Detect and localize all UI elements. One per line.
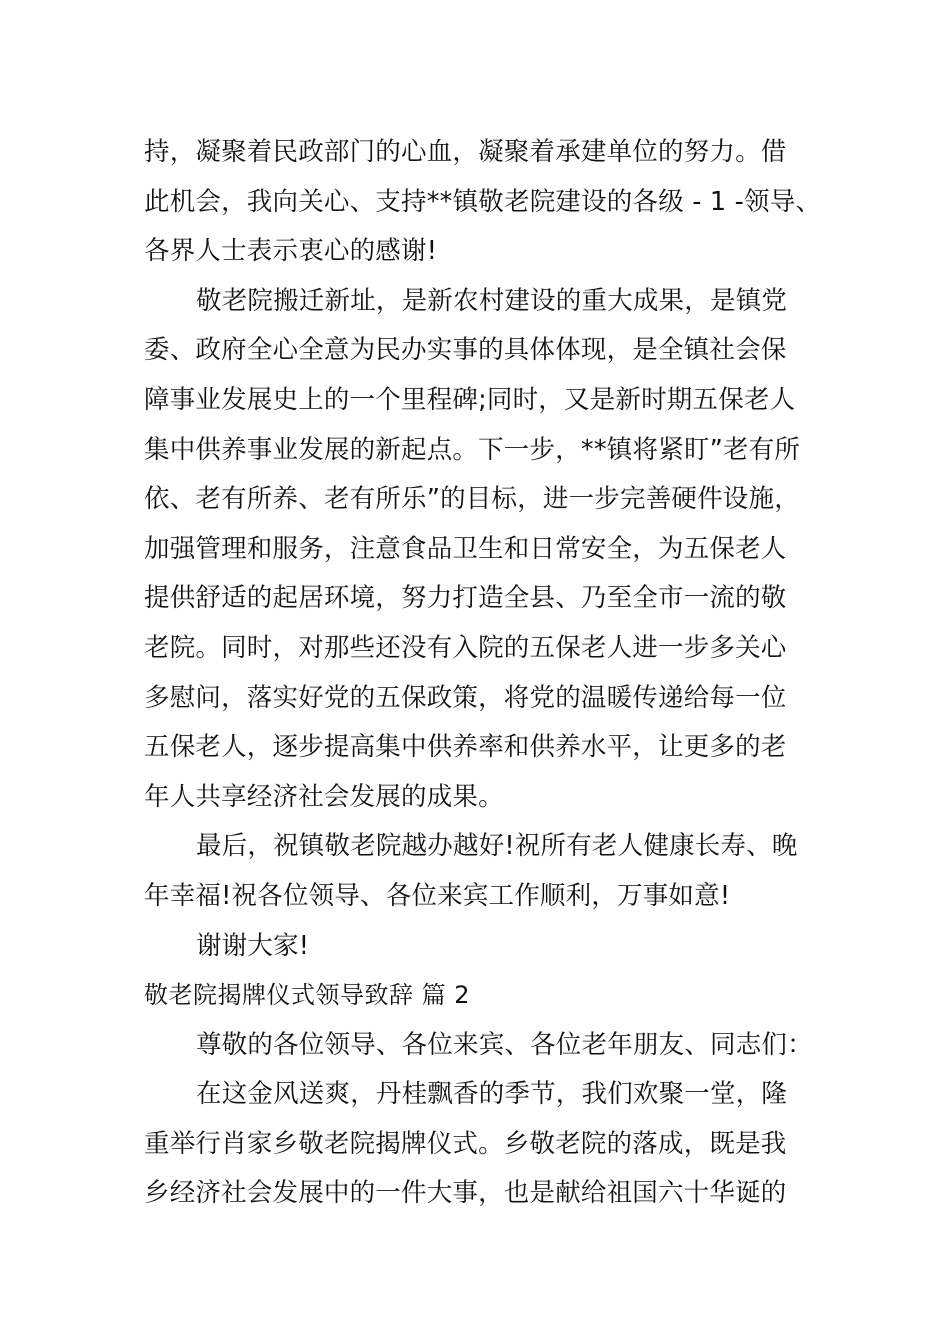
paragraph-start-line: 在这金风送爽，丹桂飘香的季节，我们欢聚一堂，隆 (196, 1079, 788, 1110)
paragraph-start-line: 敬老院搬迁新址，是新农村建设的重大成果，是镇党 (196, 285, 788, 316)
text-line: 多慰问，落实好党的五保政策，将党的温暖传递给每一位 (144, 682, 787, 713)
text-line: 年幸福!祝各位领导、各位来宾工作顺利，万事如意! (144, 880, 731, 911)
paragraph-start-line: 最后，祝镇敬老院越办越好!祝所有老人健康长寿、晚 (196, 831, 798, 862)
text-line: 障事业发展史上的一个里程碑;同时，又是新时期五保老人 (144, 384, 796, 415)
text-line: 此机会，我向关心、支持**镇敬老院建设的各级 - 1 -领导、 (144, 186, 822, 217)
text-line: 老院。同时，对那些还没有入院的五保老人进一步多关心 (144, 632, 787, 663)
text-line: 依、老有所养、老有所乐”的目标，进一步完善硬件设施， (144, 484, 800, 515)
text-line: 持，凝聚着民政部门的心血，凝聚着承建单位的努力。借 (144, 137, 787, 167)
salutation-line: 尊敬的各位领导、各位来宾、各位老年朋友、同志们： (196, 1029, 813, 1060)
text-line: 各界人士表示衷心的感谢! (144, 236, 438, 267)
paragraph-start-line: 谢谢大家! (196, 930, 310, 961)
text-line: 提供舒适的起居环境，努力打造全县、乃至全市一流的敬 (144, 583, 787, 614)
text-line: 委、政府全心全意为民办实事的具体体现，是全镇社会保 (144, 335, 787, 366)
text-line: 集中供养事业发展的新起点。下一步，**镇将紧盯”老有所 (144, 434, 801, 465)
text-line: 重举行肖家乡敬老院揭牌仪式。乡敬老院的落成，既是我 (144, 1128, 787, 1159)
text-line: 年人共享经济社会发展的成果。 (144, 781, 504, 812)
text-line: 乡经济社会发展中的一件大事，也是献给祖国六十华诞的 (144, 1178, 787, 1209)
text-line: 五保老人，逐步提高集中供养率和供养水平，让更多的老 (144, 732, 787, 763)
document-body (144, 128, 822, 1219)
text-line: 加强管理和服务，注意食品卫生和日常安全，为五保老人 (144, 533, 787, 564)
section-heading: 敬老院揭牌仪式领导致辞 篇 2 (144, 981, 471, 1010)
